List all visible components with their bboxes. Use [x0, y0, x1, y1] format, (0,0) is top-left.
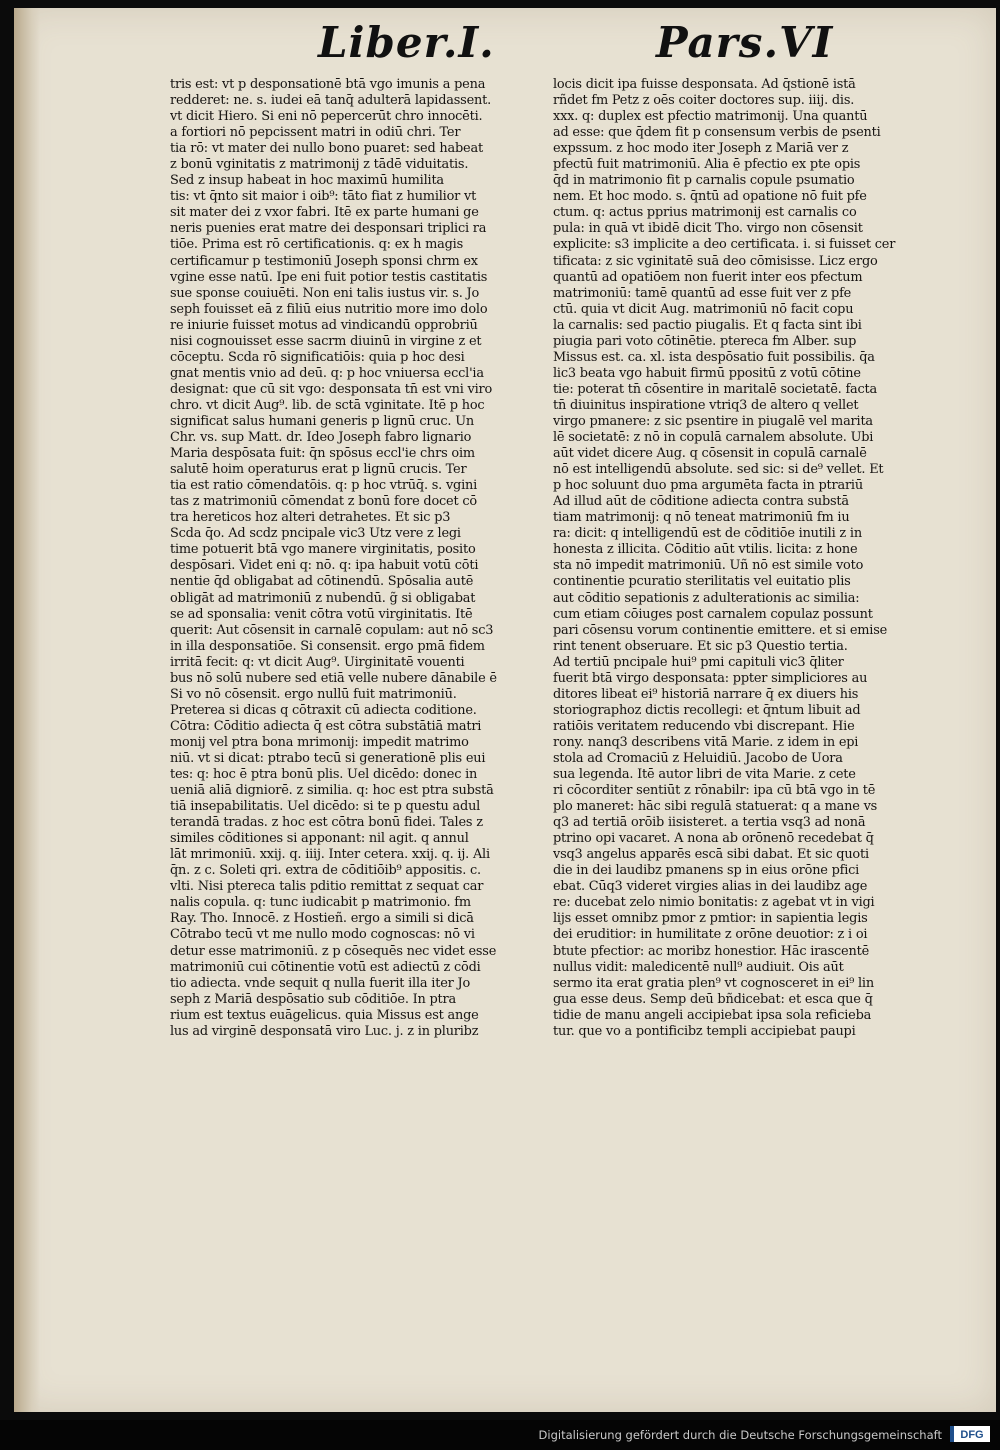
text-line: Sed z insup habeat in hoc maximū humilita — [170, 173, 444, 189]
text-line: in illa desponsatiōe. Si consensit. ergo pmā fidem — [170, 638, 485, 654]
text-line: storiographoz dictis recollegi: et q̄ntum libuit ad — [553, 702, 861, 718]
text-line: Cōtra: Cōditio adiecta q̄ est cōtra substātiā matri — [170, 718, 482, 734]
text-line: niū. vt si dicat: ptrabo tecū si generationē plis eui — [170, 750, 486, 766]
text-line: nullus vidit: maledicentē null⁹ audiuit. Ois aūt — [553, 959, 844, 975]
text-line: ebat. Cūq3 videret virgies alias in dei laudibz age — [553, 879, 868, 895]
text-line: tiā insepabilitatis. Uel dicēdo: si te p questu adul — [170, 799, 481, 815]
text-line: sua legenda. Itē autor libri de vita Marie. z cete — [553, 767, 856, 783]
text-line: q3 ad tertiā orōib iisisteret. a tertia vsq3 ad nonā — [553, 815, 866, 831]
text-line: nalis copula. q: tunc iudicabit p matrimonio. fm — [170, 895, 471, 911]
text-line: xxx. q: duplex est pfectio matrimonij. Una quantū — [553, 109, 868, 125]
text-line: ditores libeat ei⁹ historiā narrare q̄ ex diuers his — [553, 686, 859, 702]
text-line: seph fouisset eā z filiū eius nutritio more imo dolo — [170, 301, 488, 317]
text-line: significat salus humani generis p lignū cruc. Un — [170, 413, 474, 429]
text-line: tas z matrimoniū cōmendat z bonū fore docet cō — [170, 494, 477, 510]
text-line: bus nō solū nubere sed etiā velle nubere dānabile ē — [170, 670, 497, 686]
text-line: nentie q̄d obligabat ad cōtinendū. Spōsalia autē — [170, 574, 474, 590]
text-line: tiam matrimonij: q nō teneat matrimoniū fm iu — [553, 510, 850, 526]
text-line: tis: vt q̄nto sit maior i oib⁹: tāto fiat z humilior vt — [170, 189, 477, 205]
text-line: sta nō impedit matrimoniū. Uñ nō est simile voto — [553, 558, 864, 574]
text-line: pfectū fuit matrimoniū. Alia ē pfectio ex pte opis — [553, 157, 861, 173]
text-line: obligāt ad matrimoniū z nubendū. g̃ si obligabat — [170, 590, 476, 606]
text-line: Maria despōsata fuit: q̄n spōsus eccl'ie chrs oim — [170, 446, 475, 462]
text-line: vlti. Nisi ptereca talis pditio remittat z sequat car — [170, 879, 484, 895]
text-line: Ad tertiū pncipale hui⁹ pmi capituli vic3 q̄liter — [553, 654, 844, 670]
text-line: redderet: ne. s. iudei eā tanq̄ adulterā lapidassent. — [170, 93, 491, 109]
text-line: lic3 beata vgo habuit firmū ppositū z votū cōtine — [553, 365, 861, 381]
text-line: rñdet fm Petz z oēs coiter doctores sup. iiij. dis. — [553, 93, 855, 109]
text-line: q̄n. z c. Soleti qri. extra de cōditiōib⁹ appositis. c. — [170, 863, 481, 879]
text-line: chro. vt dicit Aug⁹. lib. de sctā vginitate. Itē p hoc — [170, 397, 485, 413]
text-line: Ray. Tho. Innocē. z Hostieñ. ergo a simili si dicā — [170, 911, 474, 927]
text-line: tiōe. Prima est rō certificationis. q: ex h magis — [170, 237, 463, 253]
text-line: Cōtrabo tecū vt me nullo modo cognoscas: nō vi — [170, 927, 475, 943]
text-line: la carnalis: sed pactio piugalis. Et q facta sint ibi — [553, 317, 862, 333]
dfg-logo-text: DFG — [960, 1429, 984, 1441]
text-line: vgine esse natū. Ipe eni fuit potior testis castitatis — [170, 269, 488, 285]
text-line: rony. nanq3 describens vitā Marie. z idem in epi — [553, 734, 859, 750]
text-line: lijs esset omnibz pmor z pmtior: in sapientia legis — [553, 911, 868, 927]
dfg-logo — [950, 1426, 990, 1442]
text-line: ctū. quia vt dicit Aug. matrimoniū nō facit copu — [553, 301, 854, 317]
text-line: nisi cognouisset esse sacrm diuinū in virgine z et — [170, 333, 482, 349]
text-line: die in dei laudibz pmanens sp in eius orōne pfici — [553, 863, 860, 879]
text-line: ra: dicit: q intelligendū est de cōditiōe inutili z in — [553, 526, 862, 542]
text-line: ri cōcorditer sentiūt z rōnabilr: ipa cū btā vgo in tē — [553, 783, 876, 799]
text-line: tra hereticos hoz alteri detrahetes. Et sic p3 — [170, 510, 451, 526]
text-line: a fortiori nō pepcissent matri in odiū chri. Ter — [170, 125, 461, 141]
text-line: tris est: vt p desponsationē btā vgo imunis a pena — [170, 77, 486, 92]
text-line: tia est ratio cōmendatōis. q: p hoc vtrūq̄. s. vgini — [170, 478, 478, 494]
text-line: matrimoniū: tamē quantū ad esse fuit ver z pfe — [553, 285, 852, 301]
text-line: re iniurie fuisset motus ad vindicandū opprobriū — [170, 317, 478, 333]
running-head-pars: Pars.VI — [656, 18, 834, 67]
text-line: Preterea si dicas q cōtraxit cū adiecta coditione. — [170, 702, 477, 718]
text-line: nem. Et hoc modo. s. q̄ntū ad opatione nō fuit pfe — [553, 189, 867, 205]
running-head-liber: Liber.I. — [318, 18, 495, 67]
text-line: stola ad Cromaciū z Heluidiū. Jacobo de Uora — [553, 750, 843, 766]
text-line: honesta z illicita. Cōditio aūt vtilis. licita: z hone — [553, 542, 858, 558]
text-line: seph z Mariā despōsatio sub cōditiōe. In ptra — [170, 991, 456, 1007]
text-line: plo maneret: hāc sibi regulā statuerat: q a mane vs — [553, 799, 878, 815]
text-line: explicite: s3 implicite a deo certificata. i. si fuisset cer — [553, 237, 896, 253]
text-line: virgo pmanere: z sic psentire in piugalē vel marita — [553, 413, 873, 429]
text-line: gua esse deus. Semp deū bñdicebat: et esca que q̄ — [553, 991, 873, 1007]
text-column-right — [553, 77, 933, 1197]
text-line: tes: q: hoc ē ptra bonū plis. Uel dicēdo: donec in — [170, 767, 478, 783]
text-line: dei eruditior: in humilitate z orōne deuotior: z i oi — [553, 927, 868, 943]
text-line: pari cōsensu vorum continentie emittere. et si emise — [553, 622, 888, 638]
text-line: ctum. q: actus pprius matrimonij est carnalis co — [553, 205, 857, 221]
text-line: lē societatē: z nō in copulā carnalem absolute. Ubi — [553, 430, 874, 446]
text-line: tio adiecta. vnde sequit q nulla fuerit illa iter Jo — [170, 975, 471, 991]
text-line: expssum. z hoc modo iter Joseph z Mariā ver z — [553, 141, 849, 157]
text-line: ptrino opi vacaret. A nona ab orōnenō recedebat q̄ — [553, 831, 874, 847]
text-line: tur. que vo a pontificibz templi accipiebat paupi — [553, 1023, 856, 1039]
text-line: vsq3 angelus apparēs escā sibi dabat. Et sic quoti — [553, 847, 869, 863]
text-line: btute pfectior: ac moribz honestior. Hāc irascentē — [553, 943, 869, 959]
text-line: designat: que cū sit vgo: desponsata tn̄ est vni viro — [170, 381, 493, 397]
text-line: time potuerit btā vgo manere virginitatis, posito — [170, 542, 476, 558]
text-line: tn̄ diuinitus inspiratione vtriq3 de altero q vellet — [553, 397, 859, 413]
text-line: locis dicit ipa fuisse desponsata. Ad q̄stionē istā — [553, 77, 856, 92]
text-line: lus ad virginē desponsatā viro Luc. j. z in pluribz — [170, 1023, 479, 1039]
text-line: Scda q̄o. Ad scd̄z pncipale vic3 Utz vere z legi — [170, 526, 461, 542]
text-line: quantū ad opatiōem non fuerit inter eos pfectum — [553, 269, 863, 285]
text-line: nō est intelligendū absolute. sed sic: si de⁹ vellet. Et — [553, 462, 884, 478]
text-line: z bonū vginitatis z matrimonij z tādē viduitatis. — [170, 157, 469, 173]
text-line: piugia pari voto cōtinētie. ptereca fm Alber. sup — [553, 333, 857, 349]
text-line: tie: poterat tn̄ cōsentire in maritalē societatē. facta — [553, 381, 878, 397]
text-line: ueniā aliā digniorē. z similia. q: hoc est ptra substā — [170, 783, 494, 799]
text-line: aut cōditio sepationis z adulterationis ac similia: — [553, 590, 860, 606]
text-line: irritā fecit: q: vt dicit Aug⁹. Uirginitatē vouenti — [170, 654, 465, 670]
text-line: vt dicit Hiero. Si eni nō pepercerūt chro innocēti. — [170, 109, 483, 125]
text-line: detur esse matrimoniū. z p cōsequēs nec videt esse — [170, 943, 497, 959]
text-line: tidie de manu angeli accipiebat ipsa sola reficieba — [553, 1007, 872, 1023]
text-line: fuerit btā virgo desponsata: ppter simpliciores au — [553, 670, 868, 686]
text-line: querit: Aut cōsensit in carnalē copulam: aut nō sc3 — [170, 622, 494, 638]
text-line: despōsari. Videt eni q: nō. q: ipa habuit votū cōti — [170, 558, 479, 574]
text-line: ratiōis veritatem reducendo vbi discrepant. Hie — [553, 718, 855, 734]
text-line: certificamur p testimoniū Joseph sponsi chrm ex — [170, 253, 478, 269]
text-line: sit mater dei z vxor fabri. Itē ex parte humani ge — [170, 205, 479, 221]
text-line: q̄d in matrimonio fit p carnalis copule psumatio — [553, 173, 855, 189]
text-line: sermo ita erat gratia plen⁹ vt cognosceret in ei⁹ lin — [553, 975, 874, 991]
text-line: rint tenent obseruare. Et sic p3 Questio tertia. — [553, 638, 848, 654]
funding-notice: Digitalisierung gefördert durch die Deutsche Forschungsgemeinschaft — [538, 1428, 942, 1442]
text-line: terandā tradas. z hoc est cōtra bonū fidei. Tales z — [170, 815, 483, 831]
text-line: Missus est. ca. xl. ista despōsatio fuit possibilis. q̄a — [553, 349, 875, 365]
text-line: Si vo nō cōsensit. ergo nullū fuit matrimoniū. — [170, 686, 457, 702]
text-line: sue sponse couiuēti. Non eni talis iustus vir. s. Jo — [170, 285, 480, 301]
text-line: continentie pcuratio sterilitatis vel euitatio plis — [553, 574, 851, 590]
text-line: rium est textus euāgelicus. quia Missus est ange — [170, 1007, 479, 1023]
text-line: ad esse: que q̄dem fit p consensum verbis de psenti — [553, 125, 881, 141]
text-line: salutē hoim operaturus erat p lignū crucis. Ter — [170, 462, 467, 478]
text-line: Ad illud aūt de cōditione adiecta contra substā — [553, 494, 849, 510]
text-line: neris puenies erat matre dei desponsari triplici ra — [170, 221, 487, 237]
text-line: cum etiam cōiuges post carnalem copulaz possunt — [553, 606, 873, 622]
text-line: tia rō: vt mater dei nullo bono puaret: sed habeat — [170, 141, 483, 157]
text-line: lāt mrimoniū. xxij. q. iiij. Inter cetera. xxij. q. ij. Ali — [170, 847, 490, 863]
text-line: se ad sponsalia: venit cōtra votū virginitatis. Itē — [170, 606, 473, 622]
page-binding-edge — [14, 8, 40, 1412]
text-line: pula: in quā vt ibidē dicit Tho. virgo non cōsensit — [553, 221, 863, 237]
text-line: re: ducebat zelo nimio bonitatis: z agebat vt in vigi — [553, 895, 875, 911]
text-line: similes cōditiones si apponant: nil agit. q annul — [170, 831, 469, 847]
text-line: tificata: z sic vginitatē suā deo cōmisisse. Licz ergo — [553, 253, 878, 269]
text-line: gnat mentis vnio ad deū. q: p hoc vniuersa eccl'ia — [170, 365, 484, 381]
text-line: aūt videt dicere Aug. q cōsensit in copulā carnalē — [553, 446, 867, 462]
text-line: matrimoniū cui cōtinentie votū est adiectū z cōdi — [170, 959, 481, 975]
text-line: cōceptu. Scda rō significatiōis: quia p hoc desi — [170, 349, 465, 365]
text-line: p hoc soluunt duo pma argumēta facta in ptrariū — [553, 478, 863, 494]
text-column-left — [170, 77, 540, 1197]
text-line: Chr. vs. sup Matt. dr. Ideo Joseph fabro lignario — [170, 430, 472, 446]
text-line: monij vel ptra bona mrimonij: impedit matrimo — [170, 734, 469, 750]
